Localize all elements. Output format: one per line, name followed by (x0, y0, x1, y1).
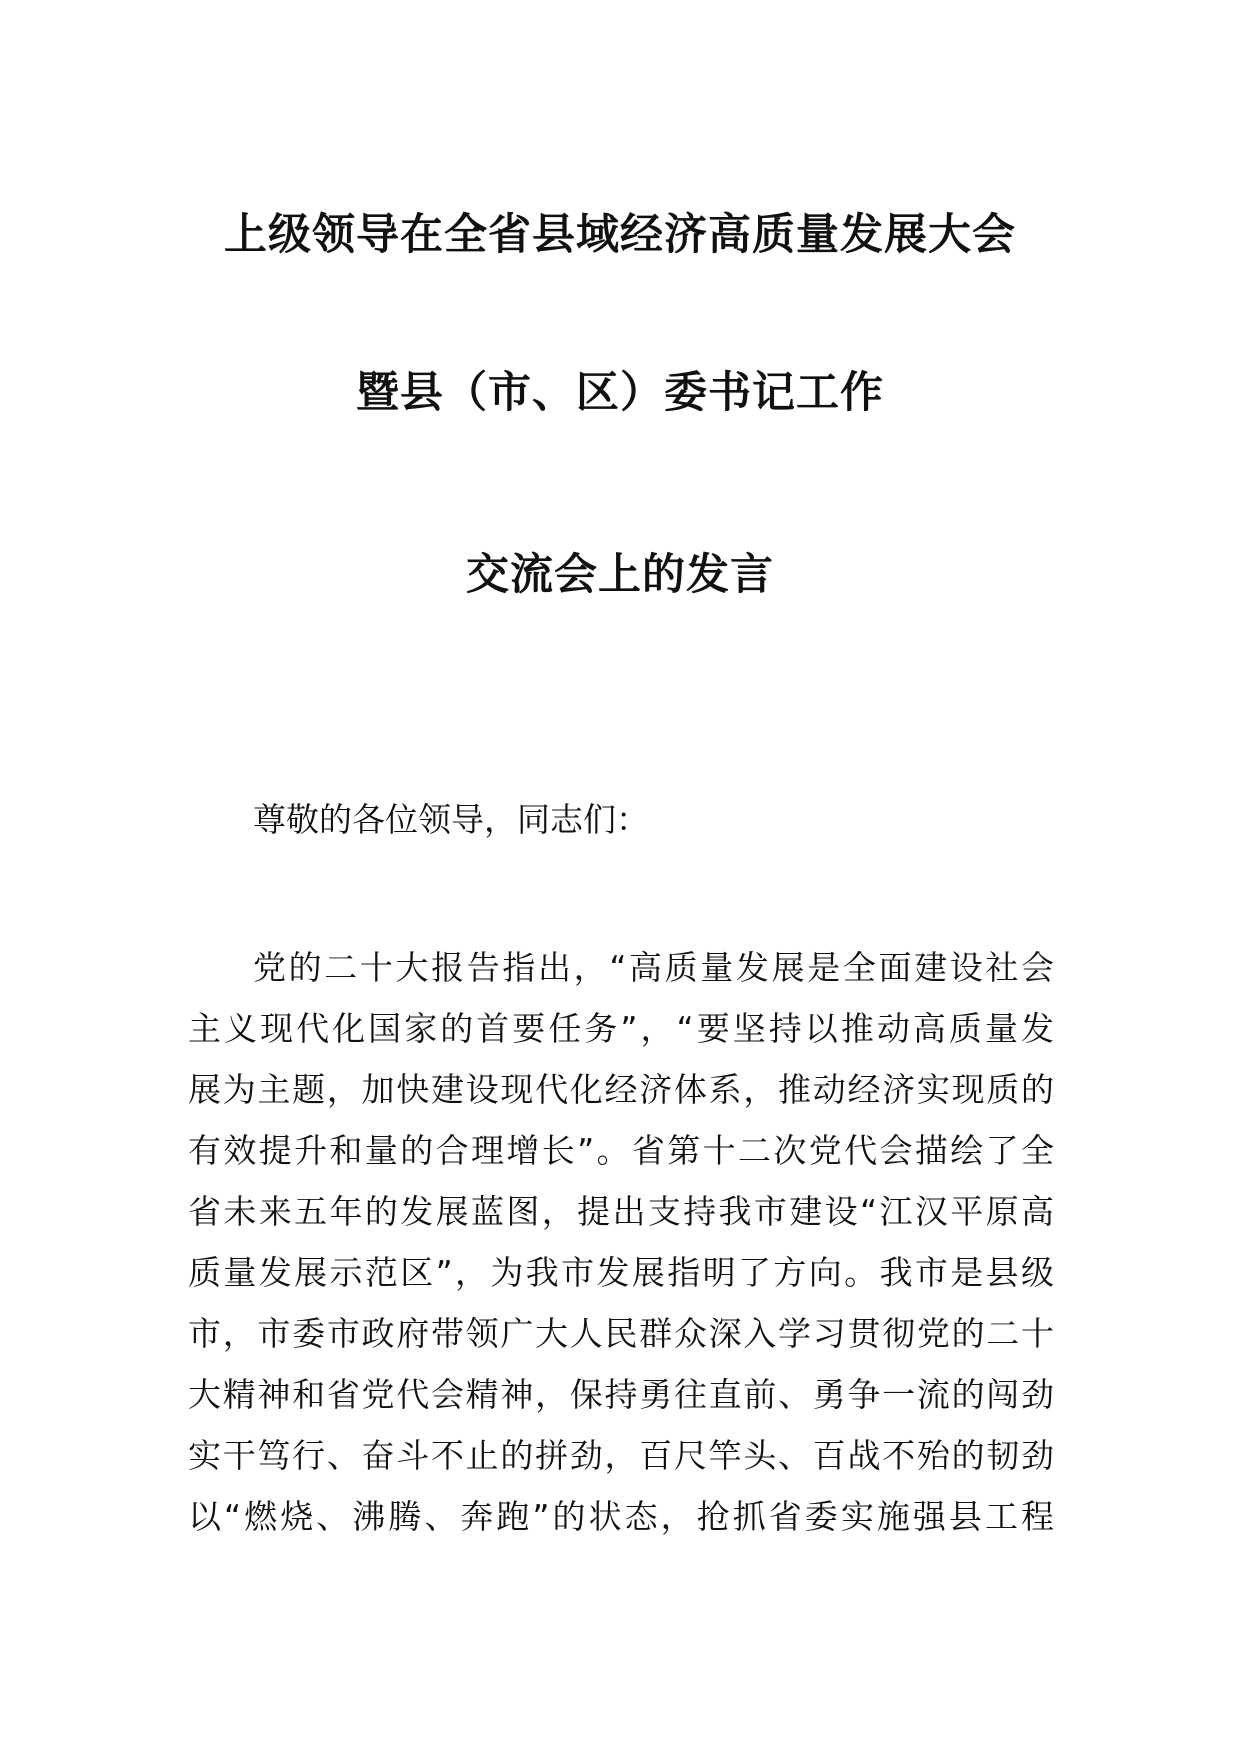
paragraph-line: 展为主题，加快建设现代化经济体系，推动经济实现质的 (188, 1070, 1054, 1109)
paragraph-line: 大精神和省党代会精神，保持勇往直前、勇争一流的闯劲 (188, 1375, 1054, 1414)
paragraph-line: 省未来五年的发展蓝图，提出支持我市建设“江汉平原高 (188, 1192, 1054, 1231)
paragraph-line: 实干笃行、奋斗不止的拼劲，百尺竿头、百战不殆的韧劲 (188, 1436, 1054, 1475)
paragraph-line: 主义现代化国家的首要任务”，“要坚持以推动高质量发 (188, 1009, 1054, 1048)
paragraph-line: 有效提升和量的合理增长”。省第十二次党代会描绘了全 (188, 1131, 1054, 1170)
title-line-3: 交流会上的发言 (466, 550, 774, 600)
title-line-2: 暨县（市、区）委书记工作 (356, 368, 884, 418)
paragraph-line: 质量发展示范区”，为我市发展指明了方向。我市是县级 (188, 1253, 1054, 1292)
paragraph-line: 党的二十大报告指出，“高质量发展是全面建设社会 (253, 948, 1054, 987)
title-line-1: 上级领导在全省县域经济高质量发展大会 (224, 210, 1016, 260)
paragraph-line: 市，市委市政府带领广大人民群众深入学习贯彻党的二十 (188, 1314, 1054, 1353)
paragraph-line: 以“燃烧、沸腾、奔跑”的状态，抢抓省委实施强县工程 (188, 1497, 1054, 1536)
salutation: 尊敬的各位领导，同志们： (253, 800, 649, 839)
